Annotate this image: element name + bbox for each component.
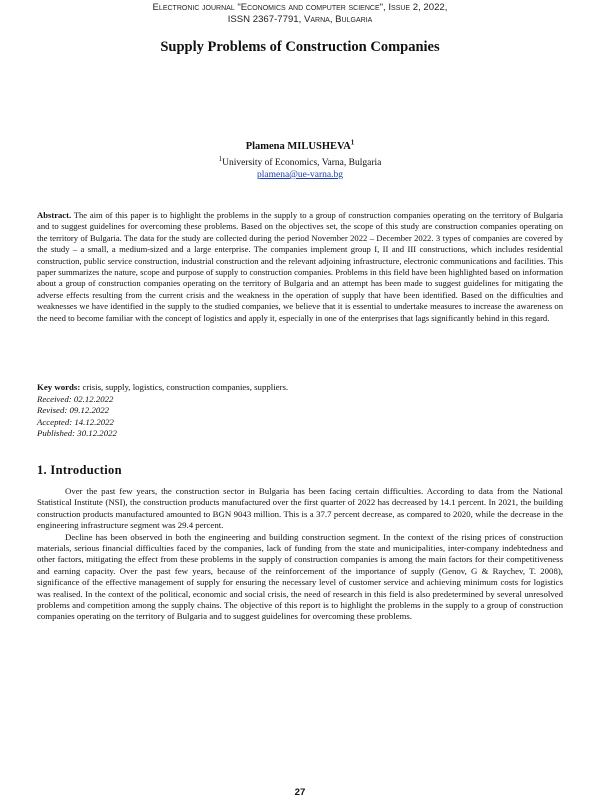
journal-header-line-2: ISSN 2367-7791, Varna, Bulgaria (227, 14, 373, 25)
abstract-label: Abstract. (37, 210, 72, 220)
author-line (0, 140, 600, 153)
keywords-text: crisis, supply, logistics, construction companies, suppliers. (82, 382, 289, 392)
journal-header-line-1: Electronic journal "Economics and computer science", Issue 2, 2022, (152, 2, 448, 13)
author-email-link[interactable]: plamena@ue-varna.bg (256, 170, 344, 180)
keywords-line (37, 382, 563, 394)
introduction-body (37, 486, 563, 623)
keywords-label: Key words: (37, 382, 81, 392)
accepted-date: Accepted: 14.12.2022 (37, 416, 114, 427)
received-date: Received: 02.12.2022 (37, 393, 114, 404)
affiliation: University of Economics, Varna, Bulgaria (222, 158, 382, 168)
author-name: Plamena MILUSHEVA (245, 141, 351, 152)
author-superscript: 1 (350, 138, 355, 147)
published-date: Published: 30.12.2022 (37, 428, 117, 439)
introduction-heading: 1. Introduction (37, 463, 122, 477)
intro-paragraph-1: Over the past few years, the construction sector in Bulgaria has been facing certain difficulties. According to data from the National Statistical Institute (NSI), the construction products manufactured over the first quarter of 2022 has decreased by 14.1 percent. In 2021, the building construction products manufactured amounted to BGN 9043 million. This is a 37.7 percent decrease, as compared to 2020, while the decrease in the engineering infrastructure segment was 29.4 percent. (37, 486, 563, 531)
affiliation-line (0, 154, 600, 169)
journal-header (0, 2, 600, 26)
affiliation-superscript: 1 (218, 154, 223, 163)
abstract-text: The aim of this paper is to highlight the problems in the supply to a group of construction companies operating on the territory of Bulgaria and to suggest guidelines for overcoming these problems. Based on the objectives set, the scope of this study are construction companies operating on the territory of Bulgaria. The data for the study are collected during the period November 2022 – December 2022. 3 types of companies are covered by the study – a small, a medium-sized and a large enterprise. The companies implement group I, II and III constructions, which includes residential construction, public service construction, industrial construction and the relevant adjoining infrastructure, electronic communications and facilities. This paper summarizes the nature, scope and purpose of supply to construction companies. Problems in this field have been highlighted based on information about a group of construction companies operating on the territory of Bulgaria and an attempt has been made to suggest guidelines for mitigating the adverse effects resulting from the current crisis and the weakness in the operation of supply that have been identified. Based on the difficulties and weaknesses we have identified in the supply to the studied companies, we believe that it is essential to undertake measures to increase the awareness on the need to become familiar with the concept of logistics and apply it, especially in one of the enterprises that lags significantly behind in this regard. (37, 210, 563, 323)
paper-title: Supply Problems of Construction Companies (160, 39, 440, 55)
intro-paragraph-2: Decline has been observed in both the engineering and building construction segment. In the context of the rising prices of construction materials, serious financial difficulties faced by the companies, lack of funding from the state and municipalities, inter-company indebtedness and other factors, mitigating the effect from these problems in the supply of construction companies is among the main factors for their competitiveness and earning capacity. Over the past few years, because of the reinforcement of the importance of supply (Genov, G & Raychev, T. 2008), significance of the effective management of supply for ensuring the necessary level of customer service and achieving minimum costs for logistics was realised. In the context of the political, economic and social crisis, the need of research in this field is also predetermined by several unresolved problems and competition among the supply chains. The objective of this report is to highlight the problems in the supply to a group of construction companies operating on the territory of Bulgaria and to suggest guidelines for overcoming these problems. (37, 531, 563, 622)
page-number: 27 (294, 787, 306, 798)
keywords-block (37, 382, 563, 440)
author-block (0, 140, 600, 181)
abstract (37, 210, 563, 324)
revised-date: Revised: 09.12.2022 (37, 405, 110, 416)
